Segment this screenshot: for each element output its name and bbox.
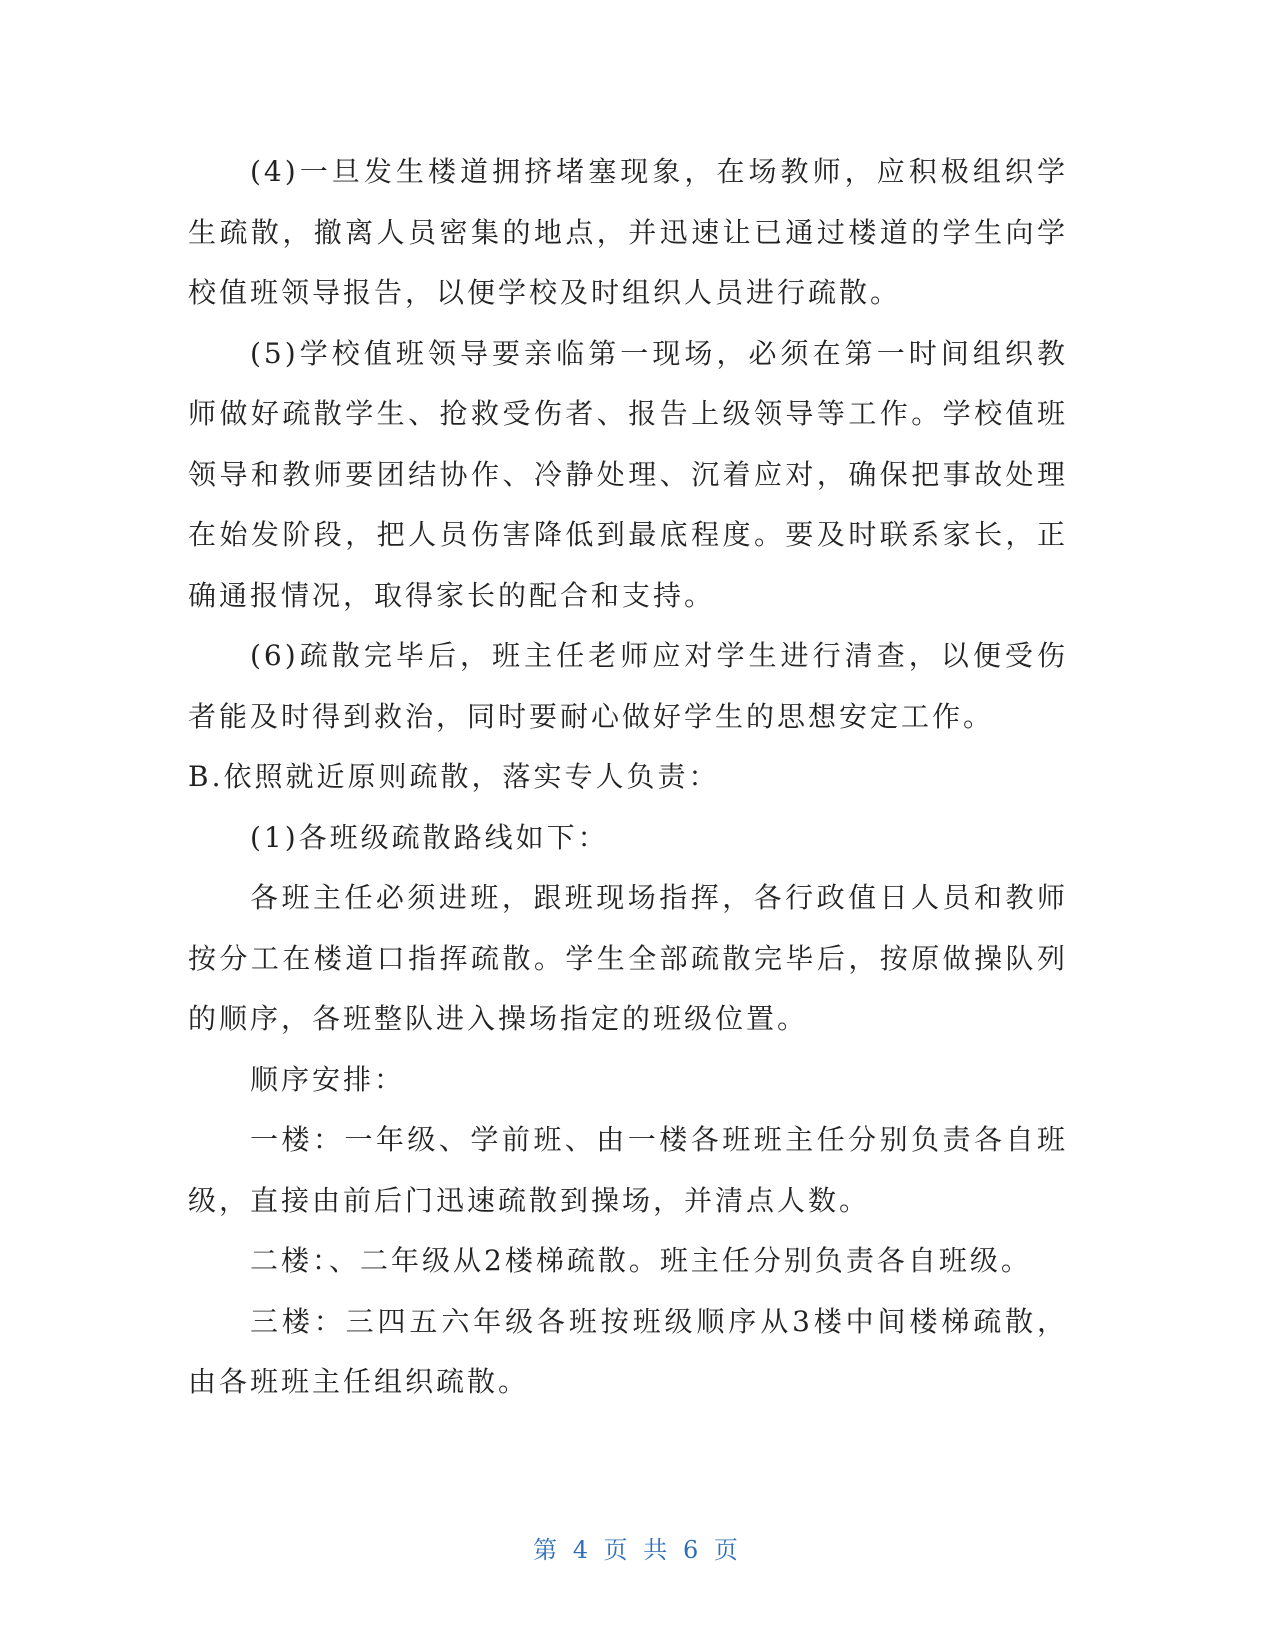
section-heading-b: B.依照就近原则疏散，落实专人负责： — [188, 760, 720, 793]
sub-heading-order: 顺序安排： — [250, 1062, 406, 1096]
paragraph-item-6: (6)疏散完毕后，班主任老师应对学生进行清查，以便受伤者能及时得到救治，同时要耐心做好学生的思想安定工作。 — [188, 639, 1068, 733]
page-number-footer: 第 4 页 共 6 页 — [533, 1536, 742, 1564]
document-body — [188, 142, 1068, 1413]
paragraph-third-floor: 三楼：三四五六年级各班按班级顺序从3楼中间楼梯疏散，由各班班主任组织疏散。 — [188, 1304, 1068, 1398]
paragraph-second-floor: 二楼：、二年级从2楼梯疏散。班主任分别负责各自班级。 — [250, 1244, 1032, 1277]
paragraph-item-4: (4)一旦发生楼道拥挤堵塞现象，在场教师，应积极组织学生疏散，撤离人员密集的地点，并迅速让已通过楼道的学生向学校值班领导报告，以便学校及时组织人员进行疏散。 — [188, 155, 1068, 309]
paragraph-first-floor: 一楼：一年级、学前班、由一楼各班班主任分别负责各自班级，直接由前后门迅速疏散到操场，并清点人数。 — [188, 1123, 1068, 1217]
paragraph-item-5: (5)学校值班领导要亲临第一现场，必须在第一时间组织教师做好疏散学生、抢救受伤者、报告上级领导等工作。学校值班领导和教师要团结协作、冷静处理、沉着应对，确保把事故处理在始发阶段，把人员伤害降低到最底程度。要及时联系家长，正确通报情况，取得家长的配合和支持。 — [188, 336, 1068, 612]
sub-heading-evacuation-routes: (1)各班级疏散路线如下： — [250, 820, 609, 854]
paragraph-teacher-duties: 各班主任必须进班，跟班现场指挥，各行政值日人员和教师按分工在楼道口指挥疏散。学生全部疏散完毕后，按原做操队列的顺序，各班整队进入操场指定的班级位置。 — [188, 881, 1068, 1035]
